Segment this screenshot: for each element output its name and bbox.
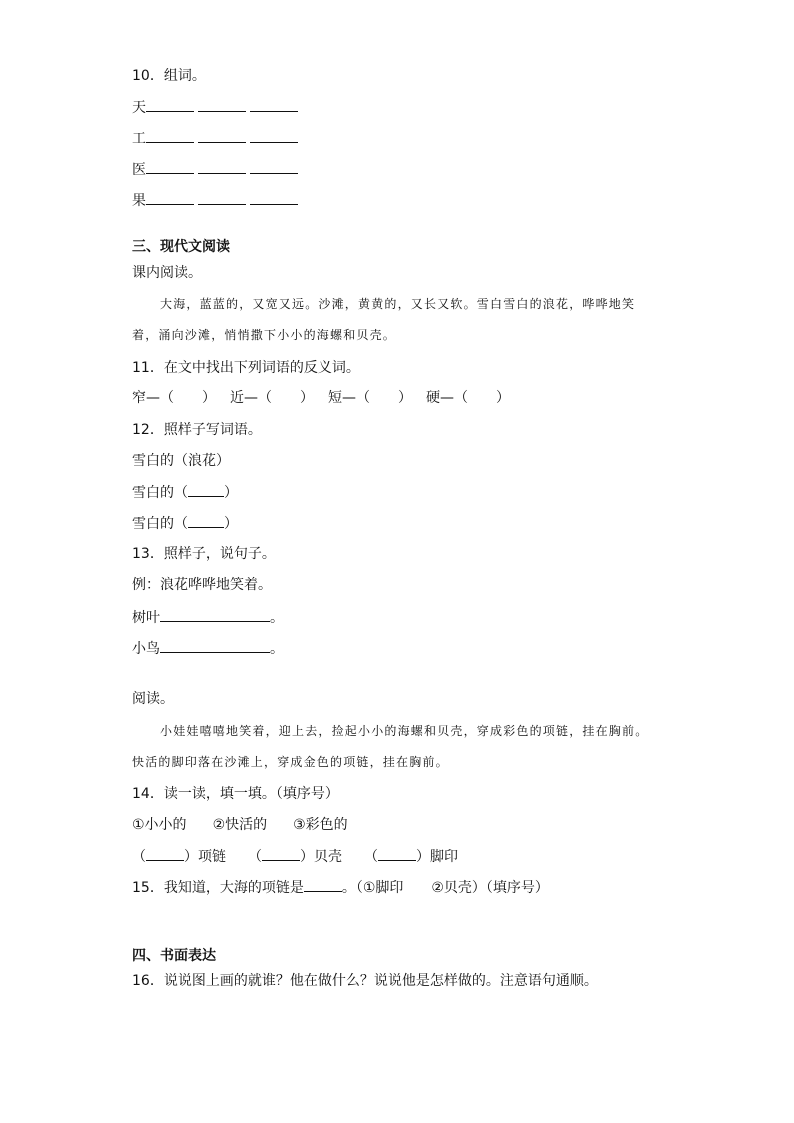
q13-title: 13．照样子，说句子。	[132, 546, 276, 562]
q14-option: ③彩色的	[293, 817, 348, 833]
answer-blank[interactable]	[146, 846, 184, 861]
q13-prefix: 树叶	[132, 610, 160, 626]
q12-line-2	[132, 513, 238, 534]
q12-prefix: 雪白的（	[132, 516, 188, 532]
answer-blank[interactable]	[198, 128, 246, 143]
q14-paren: （	[248, 849, 262, 865]
answer-blank[interactable]	[146, 97, 194, 112]
q13-prefix: 小鸟	[132, 641, 160, 657]
q10-row-3	[132, 159, 298, 180]
q13-end: 。	[270, 641, 284, 657]
section-3-subtitle: 课内阅读。	[132, 265, 202, 281]
passage-2-line-1: 小娃娃嘻嘻地笑着，迎上去，捡起小小的海螺和贝壳，穿成彩色的项链，挂在胸前。	[160, 724, 649, 738]
passage-2	[132, 716, 672, 778]
q11-title: 11．在文中找出下列词语的反义词。	[132, 360, 360, 376]
q10-char: 医	[132, 162, 146, 178]
answer-blank[interactable]	[146, 190, 194, 205]
q14-target: ）贝壳	[300, 849, 342, 865]
answer-blank[interactable]	[160, 638, 270, 653]
q16-text: 16．说说图上画的就谁？他在做什么？说说他是怎样做的。注意语句通顺。	[132, 973, 598, 989]
q12-suffix: ）	[224, 485, 238, 501]
q10-row-1	[132, 97, 298, 118]
q11-item[interactable]: 窄—（ ）	[132, 390, 216, 406]
q14-paren: （	[132, 849, 146, 865]
answer-blank[interactable]	[198, 190, 246, 205]
q10-title: 10．组词。	[132, 68, 206, 84]
q11-items	[132, 388, 510, 408]
passage-1-line-2: 着，涌向沙滩，悄悄撒下小小的海螺和贝壳。	[132, 328, 397, 342]
q13-line-2	[132, 638, 284, 659]
q14-target: ）脚印	[416, 849, 458, 865]
answer-blank[interactable]	[160, 607, 270, 622]
q11-item[interactable]: 硬—（ ）	[426, 390, 510, 406]
passage-1-line-1: 大海，蓝蓝的，又宽又远。沙滩，黄黄的，又长又软。雪白雪白的浪花，哗哗地笑	[160, 297, 636, 311]
q11-item[interactable]: 近—（ ）	[230, 390, 314, 406]
q14-target: ）项链	[184, 849, 226, 865]
answer-blank[interactable]	[146, 159, 194, 174]
answer-blank[interactable]	[198, 159, 246, 174]
q14-option: ②快活的	[212, 817, 268, 833]
answer-blank[interactable]	[250, 97, 298, 112]
q12-title: 12．照样子写词语。	[132, 422, 262, 438]
q15-prefix: 15．我知道，大海的项链是	[132, 880, 304, 896]
q14-options	[132, 815, 348, 835]
q12-prefix: 雪白的（	[132, 485, 188, 501]
q15-line	[132, 877, 549, 898]
answer-blank[interactable]	[378, 846, 416, 861]
q12-suffix: ）	[224, 516, 238, 532]
answer-blank[interactable]	[262, 846, 300, 861]
q10-char: 工	[132, 131, 146, 147]
section-3-heading: 三、现代文阅读	[132, 239, 230, 255]
section-4-heading: 四、书面表达	[132, 948, 216, 964]
q12-example: 雪白的（浪花）	[132, 453, 230, 469]
q14-paren: （	[364, 849, 378, 865]
q15-suffix: 。（①脚印 ②贝壳）（填序号）	[341, 880, 549, 896]
q14-title: 14．读一读，填一填。（填序号）	[132, 786, 339, 802]
answer-blank[interactable]	[250, 128, 298, 143]
q13-line-1	[132, 607, 284, 628]
q11-item[interactable]: 短—（ ）	[328, 390, 412, 406]
q13-end: 。	[270, 610, 284, 626]
answer-blank[interactable]	[304, 877, 342, 892]
q13-example: 例：浪花哗哗地笑着。	[132, 577, 272, 593]
answer-blank[interactable]	[198, 97, 246, 112]
answer-blank[interactable]	[146, 128, 194, 143]
answer-blank[interactable]	[250, 159, 298, 174]
passage-2-line-2: 快活的脚印落在沙滩上，穿成金色的项链，挂在胸前。	[132, 755, 449, 769]
q14-option: ①小小的	[132, 817, 187, 833]
passage-1	[132, 289, 672, 351]
q12-line-1	[132, 482, 238, 503]
answer-blank[interactable]	[250, 190, 298, 205]
reading-2-title: 阅读。	[132, 691, 174, 707]
q14-blanks	[132, 846, 458, 867]
answer-blank[interactable]	[188, 482, 224, 497]
q10-char: 果	[132, 193, 146, 209]
q10-row-2	[132, 128, 298, 149]
q10-row-4	[132, 190, 298, 211]
answer-blank[interactable]	[188, 513, 224, 528]
q10-char: 天	[132, 100, 146, 116]
